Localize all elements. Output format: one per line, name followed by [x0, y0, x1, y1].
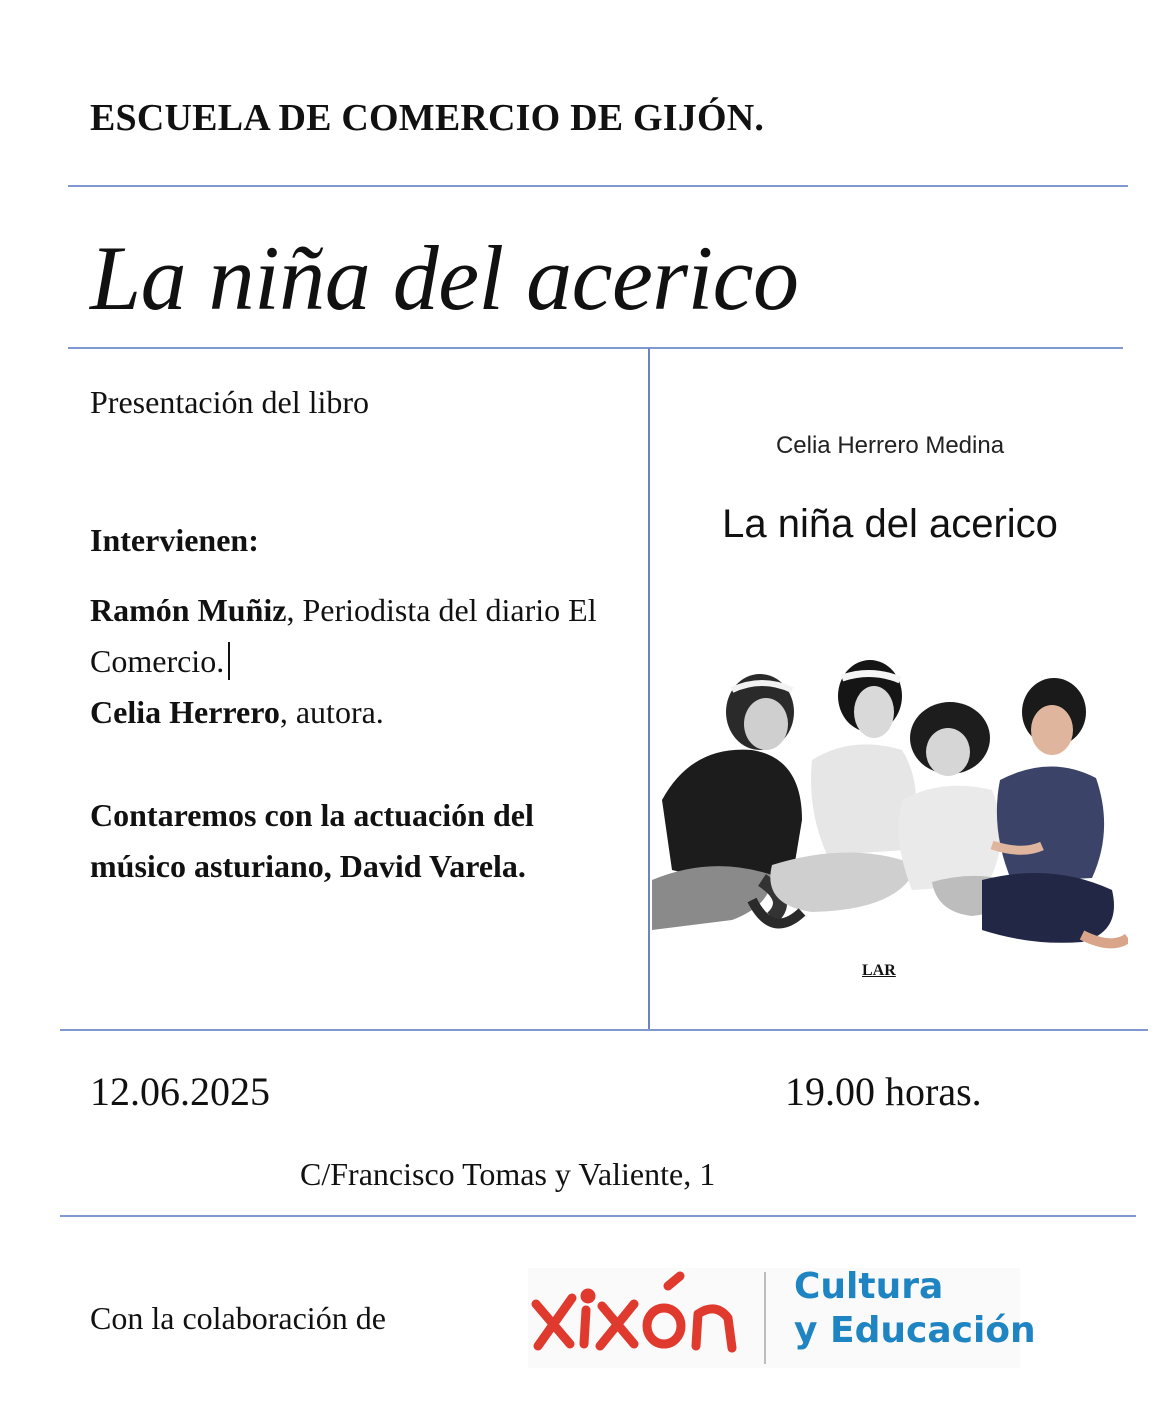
- column-divider: [648, 348, 650, 1031]
- logo-separator: [764, 1272, 766, 1364]
- four-girls-photo-icon: [652, 650, 1128, 970]
- music-note: Contaremos con la actuación del músico asturiano, David Varela.: [90, 797, 534, 884]
- xixon-logo: [528, 1266, 1036, 1368]
- event-date: 12.06.2025: [90, 1069, 270, 1114]
- collaboration-label: Con la colaboración de: [90, 1300, 386, 1336]
- speakers-list: [90, 585, 610, 738]
- event-address: C/Francisco Tomas y Valiente, 1: [300, 1156, 716, 1192]
- divider-bottom: [60, 1215, 1136, 1217]
- book-cover: [652, 350, 1128, 1028]
- publisher-logo: LAR: [862, 962, 896, 979]
- event-time: 19.00 horas.: [785, 1069, 982, 1114]
- speakers-label: Intervienen:: [90, 522, 259, 558]
- divider-title: [68, 347, 1123, 349]
- event-subtitle: Presentación del libro: [90, 384, 370, 420]
- logo-line2: y Educación: [794, 1310, 1036, 1351]
- logo-line1: Cultura: [794, 1266, 944, 1307]
- speaker1-name: Ramón Muñiz: [90, 592, 287, 628]
- divider-middle: [60, 1029, 1148, 1031]
- speaker2-role: , autora.: [279, 694, 384, 730]
- cover-author: Celia Herrero Medina: [775, 432, 1005, 459]
- text-cursor: [228, 642, 230, 680]
- speaker2-name: Celia Herrero: [90, 694, 280, 730]
- cover-title: La niña del acerico: [722, 502, 1058, 546]
- divider-top: [68, 185, 1128, 187]
- speaker1-role: , Periodista del diario El Comercio.: [90, 592, 597, 679]
- school-heading: ESCUELA DE COMERCIO DE GIJÓN.: [90, 97, 765, 139]
- xixon-wordmark-icon: [528, 1268, 748, 1368]
- event-title: La niña del acerico: [90, 227, 799, 329]
